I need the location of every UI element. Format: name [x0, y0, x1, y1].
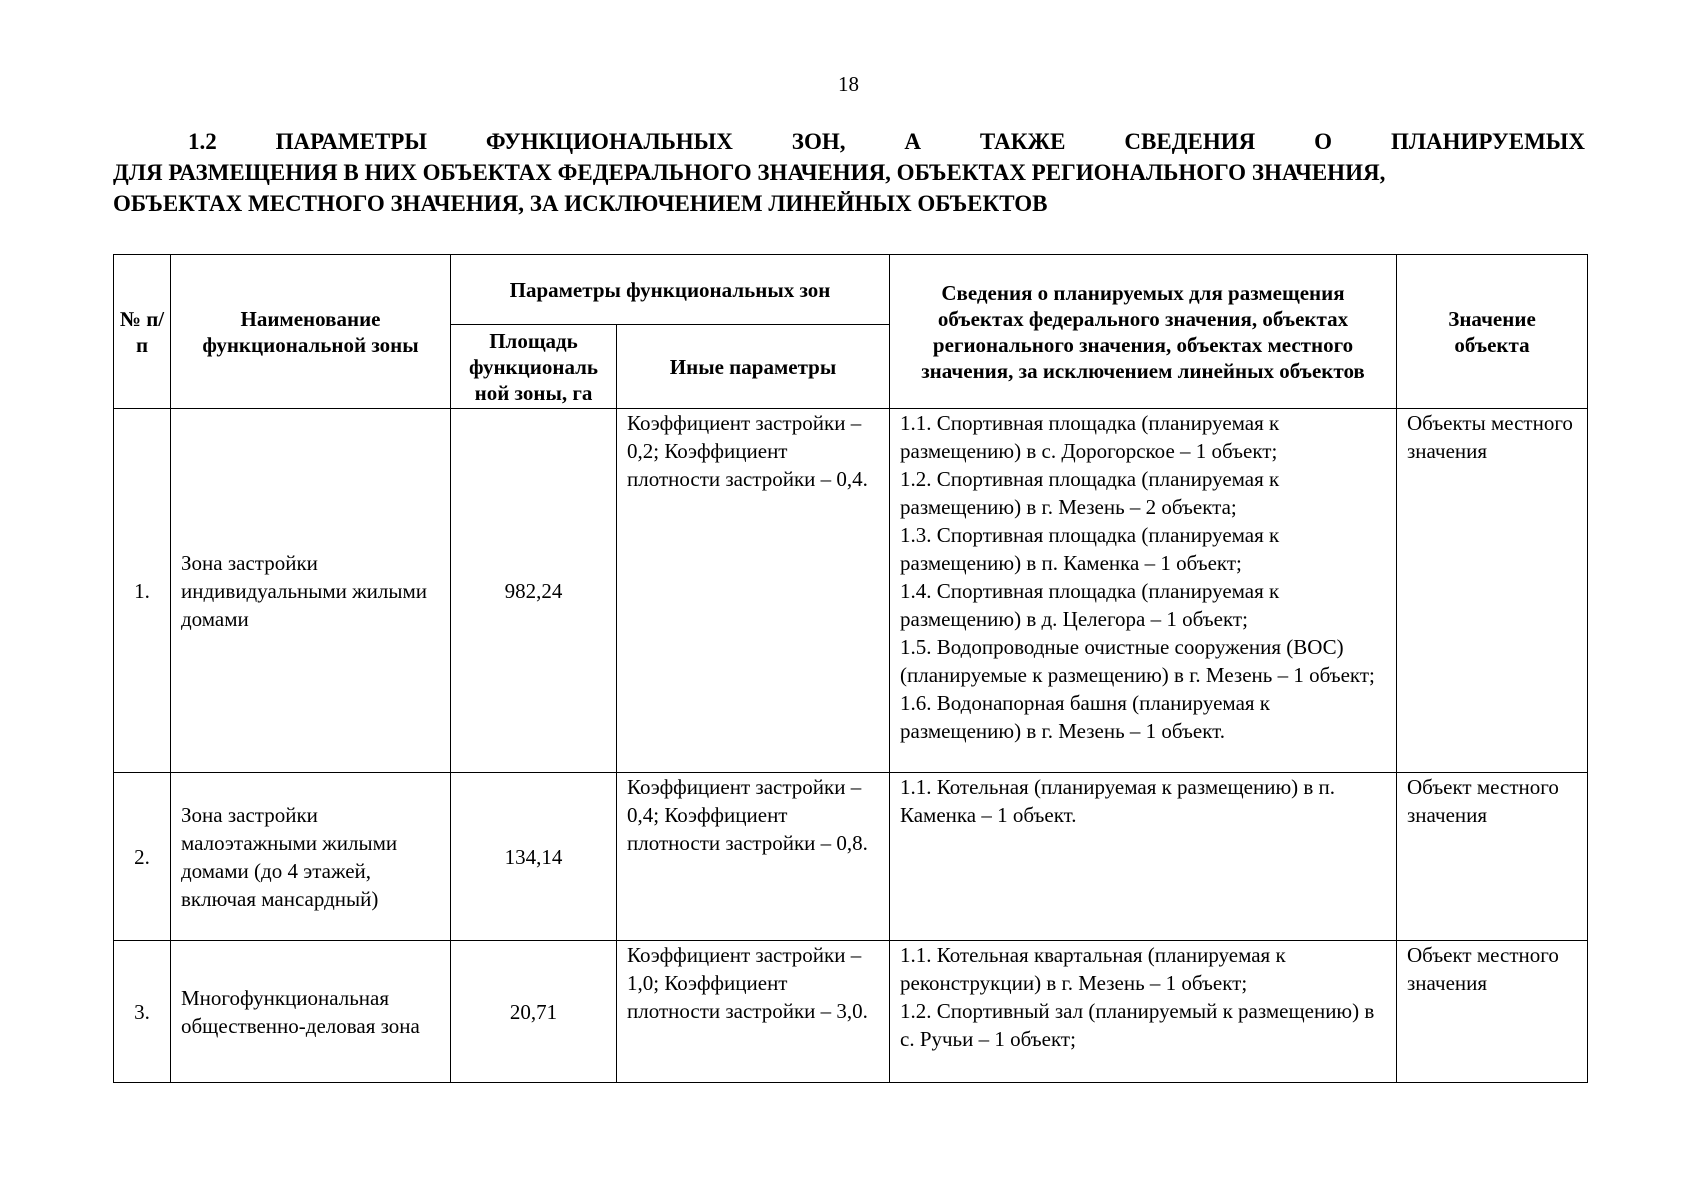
planned-objects: [890, 773, 1397, 941]
zone-name: Зона застройки индивидуальными жилыми домами: [171, 409, 451, 773]
header-area: Площадь функциональ ной зоны, га: [451, 325, 617, 409]
table-row: [114, 409, 1588, 773]
zones-table: [113, 254, 1588, 1083]
zone-name: Зона застройки малоэтажными жилыми домами (до 4 этажей, включая мансардный): [171, 773, 451, 941]
heading-line-3: ОБЪЕКТАХ МЕСТНОГО ЗНАЧЕНИЯ, ЗА ИСКЛЮЧЕНИЕМ ЛИНЕЙНЫХ ОБЪЕКТОВ: [113, 191, 1048, 216]
planned-objects: [890, 409, 1397, 773]
zone-area: 982,24: [451, 409, 617, 773]
zone-name: Многофункциональная общественно-деловая зона: [171, 941, 451, 1083]
planned-object-item: 1.2. Спортивная площадка (планируемая к размещению) в г. Мезень – 2 объекта;: [900, 467, 1280, 519]
header-zone-name: Наименование функциональной зоны: [171, 255, 451, 409]
zone-other-params: Коэффициент застройки – 0,4; Коэффициент плотности застройки – 0,8.: [617, 773, 890, 941]
table-header: [114, 255, 1588, 409]
planned-object-item: 1.1. Спортивная площадка (планируемая к размещению) в с. Дорогорское – 1 объект;: [900, 411, 1280, 463]
row-number: 3.: [114, 941, 171, 1083]
row-number: 2.: [114, 773, 171, 941]
header-zone-params: Параметры функциональных зон: [451, 255, 890, 325]
planned-object-item: 1.2. Спортивный зал (планируемый к размещению) в с. Ручьи – 1 объект;: [900, 999, 1375, 1051]
planned-object-item: 1.6. Водонапорная башня (планируемая к размещению) в г. Мезень – 1 объект.: [900, 691, 1271, 743]
planned-object-item: 1.4. Спортивная площадка (планируемая к размещению) в д. Целегора – 1 объект;: [900, 579, 1280, 631]
object-significance: Объекты местного значения: [1397, 409, 1588, 773]
heading-line-2: ДЛЯ РАЗМЕЩЕНИЯ В НИХ ОБЪЕКТАХ ФЕДЕРАЛЬНОГО ЗНАЧЕНИЯ, ОБЪЕКТАХ РЕГИОНАЛЬНОГО ЗНАЧЕНИЯ,: [113, 160, 1386, 185]
row-number: 1.: [114, 409, 171, 773]
planned-objects: [890, 941, 1397, 1083]
header-planned-objects: Сведения о планируемых для размещения объектах федерального значения, объектах регионального значения, объектах местного значения, за исключением линейных объектов: [890, 255, 1397, 409]
heading-line-1: 1.2 ПАРАМЕТРЫ ФУНКЦИОНАЛЬНЫХ ЗОН, А ТАКЖЕ СВЕДЕНИЯ О ПЛАНИРУЕМЫХ: [188, 129, 1585, 154]
planned-object-item: 1.1. Котельная (планируемая к размещению) в п. Каменка – 1 объект.: [900, 775, 1336, 827]
zone-other-params: Коэффициент застройки – 1,0; Коэффициент плотности застройки – 3,0.: [617, 941, 890, 1083]
header-other-params: Иные параметры: [617, 325, 890, 409]
zone-area: 20,71: [451, 941, 617, 1083]
table-row: [114, 773, 1588, 941]
table-row: [114, 941, 1588, 1083]
planned-object-item: 1.5. Водопроводные очистные сооружения (ВОС) (планируемые к размещению) в г. Мезень – 1 объект;: [900, 635, 1375, 687]
zone-other-params: Коэффициент застройки – 0,2; Коэффициент плотности застройки – 0,4.: [617, 409, 890, 773]
object-significance: Объект местного значения: [1397, 773, 1588, 941]
header-number: № п/п: [114, 255, 171, 409]
object-significance: Объект местного значения: [1397, 941, 1588, 1083]
section-heading: [113, 126, 1585, 219]
header-object-significance: Значение объекта: [1397, 255, 1588, 409]
planned-object-item: 1.3. Спортивная площадка (планируемая к размещению) в п. Каменка – 1 объект;: [900, 523, 1280, 575]
planned-object-item: 1.1. Котельная квартальная (планируемая к реконструкции) в г. Мезень – 1 объект;: [900, 943, 1286, 995]
zone-area: 134,14: [451, 773, 617, 941]
page-number: 18: [838, 72, 859, 96]
table-body: [114, 409, 1588, 1083]
